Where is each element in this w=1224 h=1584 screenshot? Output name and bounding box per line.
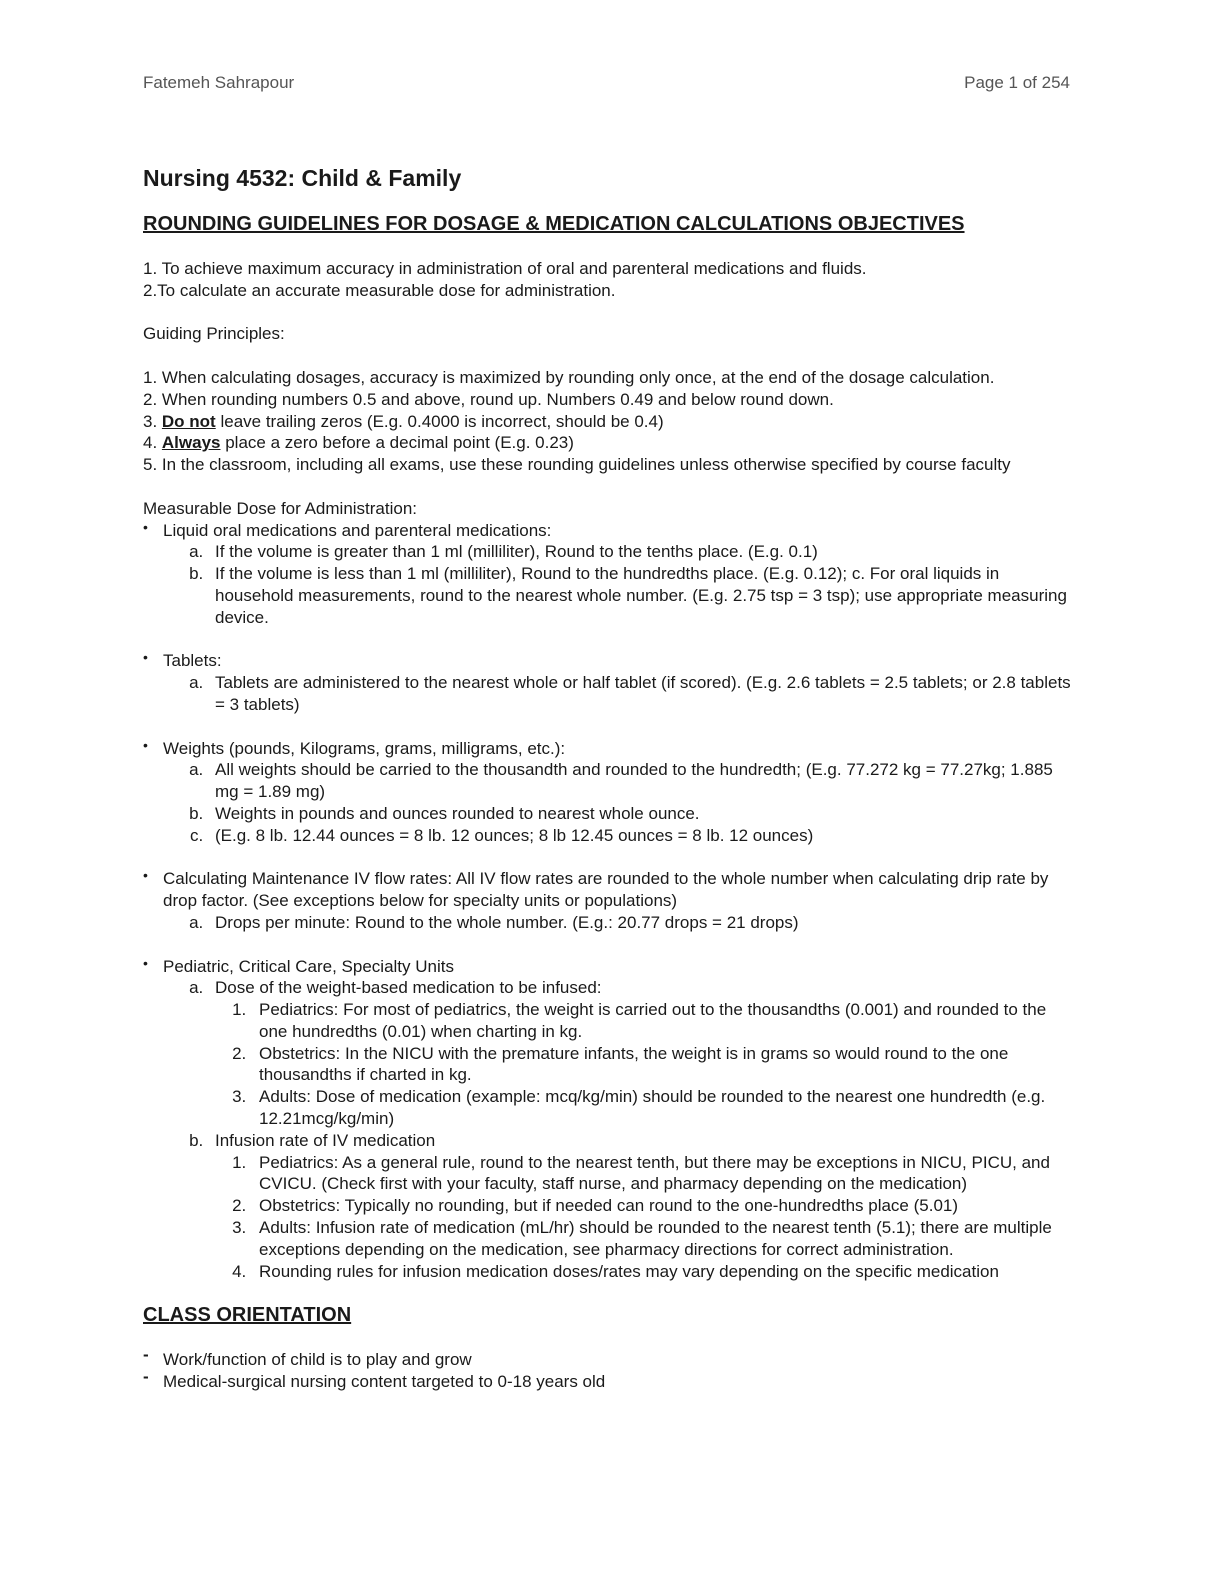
principle-item: 2. When rounding numbers 0.5 and above, round up. Numbers 0.49 and below round down. [143, 389, 834, 409]
objective-item: 1. To achieve maximum accuracy in administration of oral and parenteral medications and fluids. [143, 259, 867, 278]
nested-list [215, 1152, 1078, 1283]
header-page-number: Page 1 of 254 [964, 73, 1070, 92]
sub-item-title: Infusion rate of IV medication [215, 1130, 436, 1150]
sub-list [163, 912, 1078, 934]
sub-item [208, 1130, 1078, 1283]
principle-item: 1. When calculating dosages, accuracy is maximized by rounding only once, at the end of the dosage calculation. [143, 367, 995, 387]
principle-item [143, 411, 1078, 433]
bullet-icon: • [143, 736, 148, 753]
bullet-title: Weights (pounds, Kilograms, grams, milligrams, etc.): [163, 738, 566, 758]
dash-item-text: Work/function of child is to play and grow [163, 1350, 472, 1370]
principle-text: place a zero before a decimal point (E.g. 0.23) [220, 433, 574, 453]
sub-item: c. (E.g. 8 lb. 12.44 ounces = 8 lb. 12 ounces; 8 lb 12.45 ounces = 8 lb. 12 ounces) [208, 825, 1078, 847]
measurable-dose-list [143, 520, 1078, 1283]
header-author: Fatemeh Sahrapour [143, 73, 295, 92]
sub-item: a. Drops per minute: Round to the whole number. (E.g.: 20.77 drops = 21 drops) [208, 912, 1078, 934]
principle-number: 3. [143, 411, 162, 431]
dash-item-text: Medical-surgical nursing content targeted to 0-18 years old [163, 1372, 606, 1392]
bullet-iv-flow-rates [143, 868, 1078, 933]
guiding-principles-label: Guiding Principles: [143, 324, 285, 344]
bullet-title: Calculating Maintenance IV flow rates: All IV flow rates are rounded to the whole number when calculating drip rate by drop factor. (See exceptions below for specialty units or populations) [163, 869, 1049, 911]
principle-text: leave trailing zeros (E.g. 0.4000 is incorrect, should be 0.4) [215, 411, 664, 431]
bullet-title: Tablets: [163, 651, 222, 671]
nested-item: 2. Obstetrics: In the NICU with the premature infants, the weight is in grams so would round to the one thousandths if charted in kg. [251, 1043, 1078, 1087]
guiding-principles-list [143, 367, 1078, 476]
dash-icon: - [143, 1367, 149, 1387]
page-title: Nursing 4532: Child & Family [143, 165, 462, 191]
bullet-title: Pediatric, Critical Care, Specialty Units [163, 956, 454, 976]
bullet-icon: • [143, 867, 148, 884]
sub-list [163, 759, 1078, 846]
nested-list [215, 999, 1078, 1130]
measurable-dose-label: Measurable Dose for Administration: [143, 498, 418, 518]
bullet-weights [143, 738, 1078, 847]
dash-item [143, 1345, 1078, 1371]
dash-icon: - [143, 1345, 149, 1365]
sub-item: b. Weights in pounds and ounces rounded to nearest whole ounce. [208, 803, 1078, 825]
sub-item: b. If the volume is less than 1 ml (milliliter), Round to the hundredths place. (E.g. 0.12); c. For oral liquids in household measurements, round to the nearest whole number. (E.g. 2.75 tsp = 3 tsp); use appropriate measuring device. [208, 563, 1078, 628]
bullet-specialty-units [143, 956, 1078, 1283]
class-orientation-list [143, 1345, 1078, 1393]
sub-item-title: Dose of the weight-based medication to be infused: [215, 978, 602, 998]
bullet-icon: • [143, 518, 148, 535]
objective-item: 2.To calculate an accurate measurable dose for administration. [143, 280, 616, 300]
nested-item: 1. Pediatrics: As a general rule, round to the nearest tenth, but there may be exceptions in NICU, PICU, and CVICU. (Check first with your faculty, staff nurse, and pharmacy depending on the medication) [251, 1152, 1078, 1196]
sub-item [208, 977, 1078, 1130]
sub-item: a. Tablets are administered to the nearest whole or half tablet (if scored). (E.g. 2.6 tablets = 2.5 tablets; or 2.8 tablets = 3 tablets) [208, 672, 1078, 716]
section-heading-rounding: ROUNDING GUIDELINES FOR DOSAGE & MEDICATION CALCULATIONS OBJECTIVES [143, 213, 965, 235]
sub-list [163, 977, 1078, 1282]
sub-item: a. All weights should be carried to the thousandth and rounded to the hundredth; (E.g. 77.272 kg = 77.27kg; 1.885 mg = 1.89 mg) [208, 759, 1078, 803]
sub-list [163, 541, 1078, 628]
page-content [143, 164, 1078, 1393]
nested-item: 2. Obstetrics: Typically no rounding, but if needed can round to the one-hundredths place (5.01) [251, 1195, 1078, 1217]
sub-item: a. If the volume is greater than 1 ml (milliliter), Round to the tenths place. (E.g. 0.1) [208, 541, 1078, 563]
bullet-tablets [143, 650, 1078, 715]
emphasis-do-not: Do not [161, 411, 216, 431]
principle-number: 4. [143, 433, 162, 453]
emphasis-always: Always [161, 433, 221, 453]
bullet-icon: • [143, 954, 148, 971]
sub-list [163, 672, 1078, 716]
objectives-list [143, 258, 1078, 302]
bullet-icon: • [143, 649, 148, 666]
principle-item: 5. In the classroom, including all exams, use these rounding guidelines unless otherwise specified by course faculty [143, 455, 1011, 475]
principle-item [143, 432, 1078, 454]
nested-item: 1. Pediatrics: For most of pediatrics, the weight is carried out to the thousandths (0.001) and rounded to the one hundredths (0.01) when charting in kg. [251, 999, 1078, 1043]
nested-item: 3. Adults: Dose of medication (example: mcq/kg/min) should be rounded to the nearest one hundredth (e.g. 12.21mcg/kg/min) [251, 1086, 1078, 1130]
section-heading-class-orientation: CLASS ORIENTATION [143, 1304, 352, 1327]
bullet-title: Liquid oral medications and parenteral medications: [163, 520, 552, 540]
bullet-liquid [143, 520, 1078, 629]
nested-item: 3. Adults: Infusion rate of medication (mL/hr) should be rounded to the nearest tenth (5.1); there are multiple exceptions depending on the medication, see pharmacy directions for correct administration. [251, 1217, 1078, 1261]
nested-item: 4. Rounding rules for infusion medication doses/rates may vary depending on the specific medication [251, 1261, 1078, 1283]
dash-item [143, 1367, 1078, 1393]
